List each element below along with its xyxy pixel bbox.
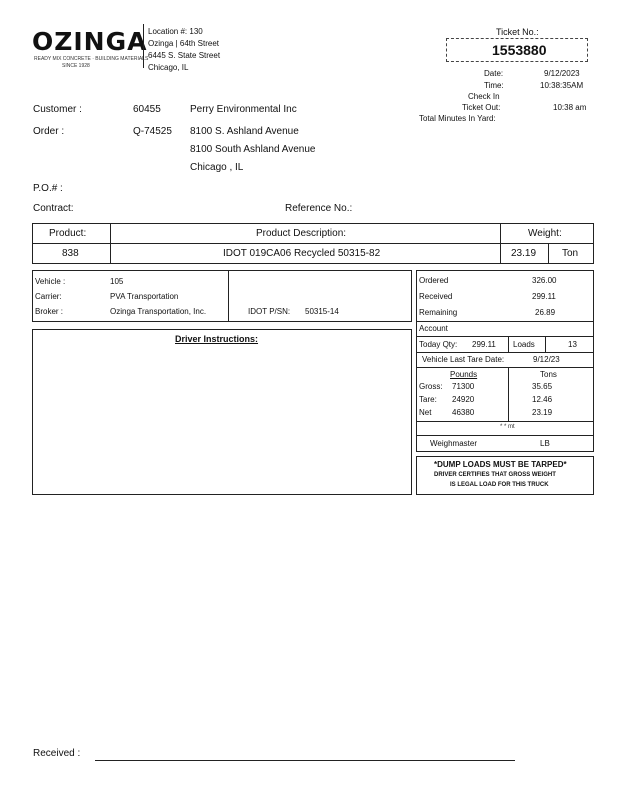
- date-label: Date:: [484, 69, 504, 78]
- last-tare-value: 9/12/23: [533, 355, 560, 364]
- checkin-label: Check In: [468, 92, 500, 101]
- order-address-1: 8100 S. Ashland Avenue: [190, 126, 299, 137]
- summary-divider-2: [416, 336, 594, 337]
- date-value: 9/12/2023: [544, 69, 580, 78]
- gross-tons: 35.65: [532, 382, 553, 391]
- time-label: Time:: [484, 81, 504, 90]
- loads-divider-left: [508, 336, 509, 352]
- ordered-label: Ordered: [419, 276, 449, 285]
- weight-header: Weight:: [528, 228, 562, 239]
- remaining-value: 26.89: [535, 308, 556, 317]
- summary-divider-5: [416, 421, 594, 422]
- today-qty-label: Today Qty:: [419, 340, 458, 349]
- summary-divider-6: [416, 435, 594, 436]
- weighmaster-value: LB: [540, 439, 550, 448]
- carrier-value: PVA Transportation: [110, 292, 179, 301]
- loads-divider-right: [545, 336, 546, 352]
- product-table-divider: [32, 243, 594, 244]
- loads-label: Loads: [513, 340, 535, 349]
- location-city: Chicago, IL: [148, 63, 189, 72]
- gross-pounds: 71300: [452, 382, 475, 391]
- net-tons: 23.19: [532, 408, 553, 417]
- order-city: Chicago , IL: [190, 162, 244, 173]
- ticket-number: 1553880: [492, 42, 547, 58]
- carrier-label: Carrier:: [35, 292, 62, 301]
- driver-instructions-box: [32, 329, 412, 495]
- broker-label: Broker :: [35, 307, 64, 316]
- customer-name: Perry Environmental Inc: [190, 104, 297, 115]
- location-street: 6445 S. State Street: [148, 51, 221, 60]
- contract-label: Contract:: [33, 203, 74, 214]
- summary-divider-1: [416, 321, 594, 322]
- vehicle-box: [32, 270, 412, 322]
- warning-legal: IS LEGAL LOAD FOR THIS TRUCK: [450, 482, 549, 488]
- warning-certify: DRIVER CERTIFIES THAT GROSS WEIGHT: [434, 472, 556, 478]
- weight-note: * * mt: [500, 424, 515, 430]
- net-label: Net: [419, 408, 432, 417]
- received-signature-label: Received :: [33, 748, 81, 759]
- summary-divider-4: [416, 367, 594, 368]
- product-code: 838: [62, 248, 79, 259]
- product-description: IDOT 019CA06 Recycled 50315-82: [223, 248, 381, 259]
- customer-label: Customer :: [33, 104, 82, 115]
- pounds-header: Pounds: [450, 370, 478, 379]
- net-pounds: 46380: [452, 408, 475, 417]
- vehicle-box-divider: [228, 270, 229, 322]
- product-col-divider: [110, 223, 111, 264]
- ordered-value: 326.00: [532, 276, 557, 285]
- ticket-number-label: Ticket No.:: [496, 27, 539, 37]
- received-signature-line: [95, 760, 515, 761]
- warning-tarp: *DUMP LOADS MUST BE TARPED*: [434, 460, 567, 469]
- weighmaster-label: Weighmaster: [430, 439, 477, 448]
- today-qty-value: 299.11: [472, 340, 496, 349]
- order-label: Order :: [33, 126, 65, 137]
- driver-instructions-label: Driver Instructions:: [175, 334, 259, 344]
- reference-label: Reference No.:: [285, 203, 353, 214]
- time-value: 10:38:35AM: [540, 81, 584, 90]
- po-label: P.O.# :: [33, 183, 63, 194]
- account-label: Account: [419, 324, 448, 333]
- location-number: Location #: 130: [148, 27, 203, 36]
- received-label: Received: [419, 292, 453, 301]
- tons-header: Tons: [540, 370, 557, 379]
- gross-label: Gross:: [419, 382, 443, 391]
- remaining-label: Remaining: [419, 308, 458, 317]
- description-header: Product Description:: [256, 228, 347, 239]
- location-name: Ozinga | 64th Street: [148, 39, 220, 48]
- order-number: Q-74525: [133, 126, 172, 137]
- idot-label: IDOT P/SN:: [248, 307, 291, 316]
- product-unit: Ton: [562, 248, 579, 259]
- vehicle-label: Vehicle :: [35, 277, 66, 286]
- last-tare-label: Vehicle Last Tare Date:: [422, 355, 505, 364]
- product-weight: 23.19: [511, 248, 537, 259]
- company-logo: OZINGA: [32, 27, 148, 56]
- company-tagline: READY MIX CONCRETE · BUILDING MATERIALS: [34, 56, 149, 62]
- unit-col-divider: [548, 243, 549, 264]
- ticket-out-value: 10:38 am: [553, 103, 587, 112]
- idot-value: 50315-14: [305, 307, 339, 316]
- broker-value: Ozinga Transportation, Inc.: [110, 307, 207, 316]
- received-value: 299.11: [532, 292, 556, 301]
- vehicle-value: 105: [110, 277, 124, 286]
- summary-divider-3: [416, 352, 594, 353]
- order-address-2: 8100 South Ashland Avenue: [190, 144, 316, 155]
- weights-col-divider: [508, 367, 509, 421]
- customer-number: 60455: [133, 104, 161, 115]
- tare-label: Tare:: [419, 395, 437, 404]
- ticket-out-label: Ticket Out:: [462, 103, 501, 112]
- company-since: SINCE 1928: [62, 63, 90, 69]
- total-minutes-label: Total Minutes In Yard:: [419, 114, 496, 123]
- loads-value: 13: [568, 340, 577, 349]
- tare-pounds: 24920: [452, 395, 475, 404]
- product-header: Product:: [49, 228, 87, 239]
- weight-col-divider: [500, 223, 501, 264]
- tare-tons: 12.46: [532, 395, 553, 404]
- logo-divider: [143, 24, 144, 68]
